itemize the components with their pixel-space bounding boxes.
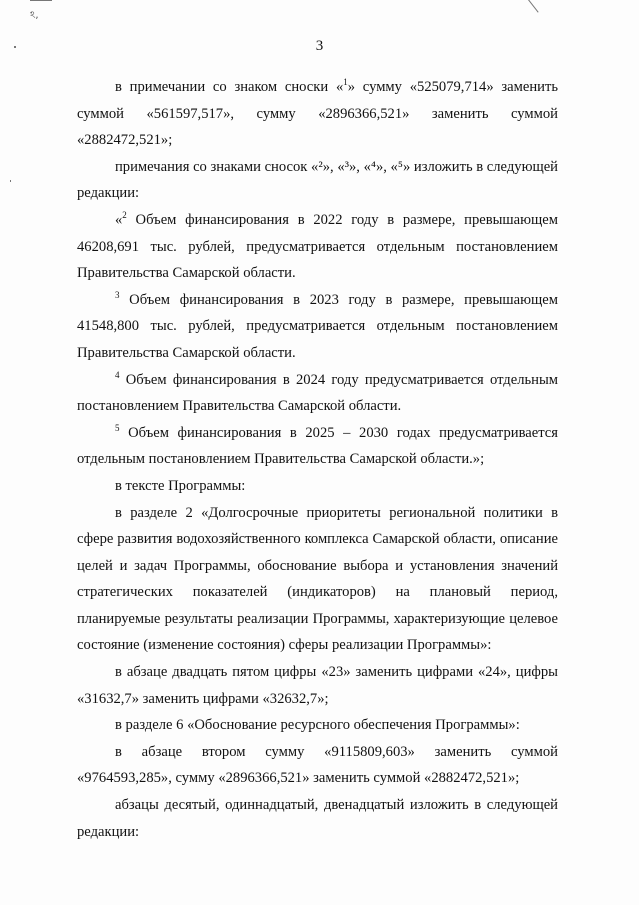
paragraph-footnotes-intro: примечания со знаками сносок «²», «³», «⁴», «⁵» изложить в следующей редакции:	[77, 158, 558, 202]
paragraph-footnote-5: $^5$ Объем финансирования в 2025 – 2030 годах предусматривается отдельным постановлением Правительства Самарской области.»;	[77, 422, 558, 468]
paragraph-closing: абзацы десятый, одиннадцатый, двенадцатый изложить в следующей редакции:	[77, 797, 558, 840]
scan-artifact-line	[30, 0, 52, 1]
scan-artifact-mark: ঽ,	[30, 10, 39, 21]
paragraph-footnote-4: $^4$ Объем финансирования в 2024 году предусматривается отдельным постановлением Правительства Самарской области.	[77, 369, 558, 415]
paragraph-section-6: в разделе 6 «Обоснование ресурсного обеспечения Программы»:	[115, 717, 520, 734]
paragraph-section-2: в разделе 2 «Долгосрочные приоритеты региональной политики в сфере развития водохозяйственного комплекса Самарской области, описание целей и задач Программы, обоснование выбора и установления значений стратегических показателей (индикаторов) на плановый период, планируемые результаты реализации Программы, характеризующие целевое состояние (изменение состояния) сферы реализации Программы»:	[77, 504, 558, 654]
document-body	[77, 74, 558, 845]
scan-artifact-stroke	[528, 0, 539, 13]
paragraph-footnote-2: «$^2$ Объем финансирования в 2022 году в размере, превышающем 46208,691 тыс. рублей, предусматривается отдельным постановлением Правительства Самарской области.	[77, 210, 558, 282]
scan-artifact-dot	[10, 180, 11, 182]
page-number: 3	[315, 38, 324, 54]
paragraph-section-2-amendment: в абзаце двадцать пятом цифры «23» заменить цифрами «24», цифры «31632,7» заменить цифрами «32632,7»;	[77, 664, 558, 707]
paragraph-footnote-1-amendment: в примечании со знаком сноски «$^1$» сумму «525079,714» заменить суммой «561597,517», сумму «2896366,521» заменить суммой «2882472,521»;	[77, 77, 558, 149]
paragraph-program-text-intro: в тексте Программы:	[115, 477, 246, 494]
paragraph-section-6-amendment: в абзаце втором сумму «9115809,603» заменить суммой «9764593,285», сумму «2896366,521» заменить суммой «2882472,521»;	[77, 743, 558, 787]
paragraph-footnote-3: $^3$ Объем финансирования в 2023 году в размере, превышающем 41548,800 тыс. рублей, предусматривается отдельным постановлением Правительства Самарской области.	[77, 289, 558, 361]
